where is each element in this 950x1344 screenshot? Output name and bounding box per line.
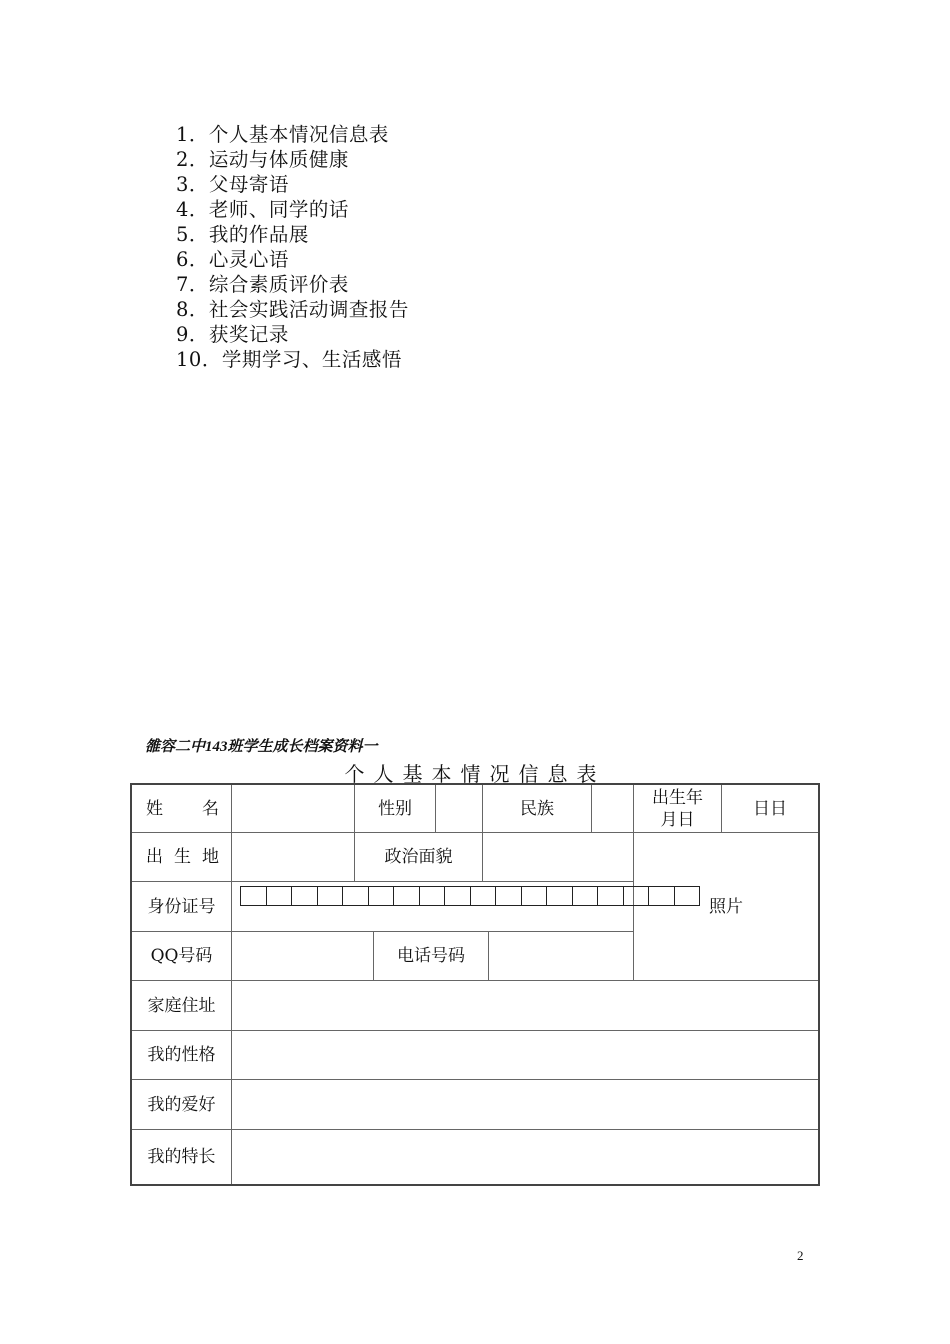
id-digit-box[interactable] bbox=[495, 886, 521, 906]
political-status-label: 政治面貌 bbox=[355, 833, 483, 882]
id-digit-box[interactable] bbox=[419, 886, 445, 906]
birthdate-label: 出生年 月日 bbox=[634, 785, 722, 833]
id-digit-box[interactable] bbox=[623, 886, 649, 906]
toc-item: 6．心灵心语 bbox=[176, 248, 289, 271]
specialty-field[interactable] bbox=[232, 1130, 818, 1184]
political-status-field[interactable] bbox=[483, 833, 634, 882]
id-digit-box[interactable] bbox=[572, 886, 598, 906]
id-digit-box[interactable] bbox=[368, 886, 394, 906]
ethnicity-field[interactable] bbox=[592, 785, 634, 833]
gender-field[interactable] bbox=[436, 785, 483, 833]
id-digit-box[interactable] bbox=[470, 886, 496, 906]
page-number: 2 bbox=[797, 1248, 804, 1263]
toc-item: 2．运动与体质健康 bbox=[176, 148, 349, 171]
ethnicity-label: 民族 bbox=[483, 785, 592, 833]
name-label: 姓 名 bbox=[132, 785, 232, 833]
id-digit-box[interactable] bbox=[342, 886, 368, 906]
phone-field[interactable] bbox=[489, 932, 634, 981]
personality-label: 我的性格 bbox=[132, 1031, 232, 1080]
qq-field[interactable] bbox=[232, 932, 374, 981]
address-label: 家庭住址 bbox=[132, 981, 232, 1031]
form-subtitle: 雒容二中143班学生成长档案资料一 bbox=[145, 739, 378, 755]
hobby-field[interactable] bbox=[232, 1080, 818, 1130]
toc-item: 1．个人基本情况信息表 bbox=[176, 123, 389, 146]
toc-item: 8．社会实践活动调查报告 bbox=[176, 298, 409, 321]
birthplace-field[interactable] bbox=[232, 833, 355, 882]
phone-label: 电话号码 bbox=[374, 932, 489, 981]
id-digit-box[interactable] bbox=[546, 886, 572, 906]
id-digit-box[interactable] bbox=[444, 886, 470, 906]
toc-item: 7．综合素质评价表 bbox=[176, 273, 349, 296]
id-digit-box[interactable] bbox=[674, 886, 701, 906]
form-title: 个人基本情况信息表 bbox=[344, 762, 606, 786]
qq-label: QQ号码 bbox=[132, 932, 232, 981]
birthdate-field[interactable]: 日日 bbox=[722, 785, 818, 833]
gender-label: 性别 bbox=[355, 785, 436, 833]
id-digit-box[interactable] bbox=[597, 886, 623, 906]
specialty-label: 我的特长 bbox=[132, 1130, 232, 1184]
hobby-label: 我的爱好 bbox=[132, 1080, 232, 1130]
personal-info-form bbox=[130, 783, 820, 1186]
id-digit-box[interactable] bbox=[240, 886, 266, 906]
toc-item: 5．我的作品展 bbox=[176, 223, 309, 246]
id-number-label: 身份证号 bbox=[132, 882, 232, 932]
id-digit-box[interactable] bbox=[648, 886, 674, 906]
birthplace-label: 出 生 地 bbox=[132, 833, 232, 882]
id-number-boxes[interactable] bbox=[240, 886, 700, 906]
toc-item: 4．老师、同学的话 bbox=[176, 198, 349, 221]
id-digit-box[interactable] bbox=[317, 886, 343, 906]
photo-area: 照片 bbox=[634, 833, 818, 981]
table-of-contents bbox=[176, 122, 409, 372]
toc-item: 10．学期学习、生活感悟 bbox=[176, 348, 402, 371]
personality-field[interactable] bbox=[232, 1031, 818, 1080]
id-digit-box[interactable] bbox=[521, 886, 547, 906]
address-field[interactable] bbox=[232, 981, 818, 1031]
id-digit-box[interactable] bbox=[393, 886, 419, 906]
toc-item: 3．父母寄语 bbox=[176, 173, 289, 196]
name-field[interactable] bbox=[232, 785, 355, 833]
id-digit-box[interactable] bbox=[291, 886, 317, 906]
toc-item: 9．获奖记录 bbox=[176, 323, 289, 346]
id-digit-box[interactable] bbox=[266, 886, 292, 906]
